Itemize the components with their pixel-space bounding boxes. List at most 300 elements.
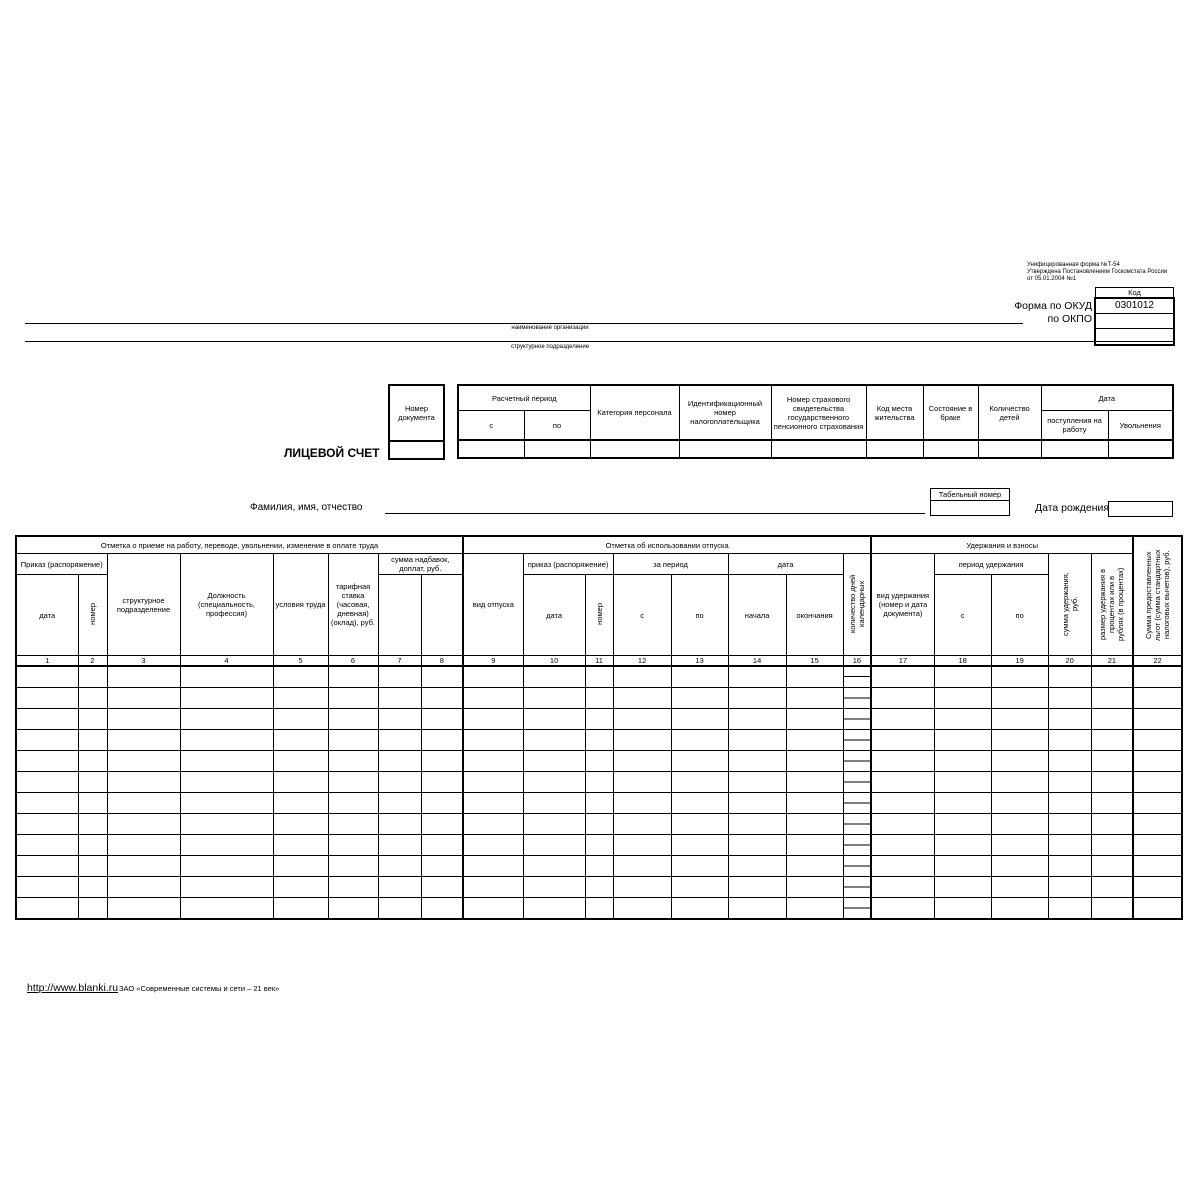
table-cell[interactable] bbox=[378, 688, 421, 709]
table-cell[interactable] bbox=[107, 835, 180, 856]
table-cell[interactable] bbox=[78, 730, 107, 751]
table-cell[interactable] bbox=[934, 772, 991, 793]
table-cell[interactable] bbox=[378, 751, 421, 772]
table-cell[interactable] bbox=[107, 666, 180, 688]
table-cell[interactable] bbox=[78, 688, 107, 709]
table-cell[interactable] bbox=[180, 793, 273, 814]
table-cell[interactable] bbox=[1048, 772, 1091, 793]
table-cell[interactable] bbox=[180, 772, 273, 793]
deduction-sum-header bbox=[1048, 554, 1091, 656]
table-cell[interactable] bbox=[786, 814, 843, 835]
table-cell[interactable] bbox=[180, 751, 273, 772]
table-cell[interactable] bbox=[786, 877, 843, 898]
table-cell[interactable] bbox=[843, 709, 871, 730]
table-cell[interactable] bbox=[786, 856, 843, 877]
table-cell[interactable] bbox=[78, 856, 107, 877]
residence-cell[interactable] bbox=[866, 440, 923, 458]
table-cell[interactable] bbox=[671, 835, 728, 856]
column-number-9: 9 bbox=[463, 656, 523, 667]
table-cell[interactable] bbox=[378, 898, 421, 920]
table-cell[interactable] bbox=[328, 814, 378, 835]
table-cell[interactable] bbox=[934, 856, 991, 877]
table-cell[interactable] bbox=[613, 730, 671, 751]
table-cell[interactable] bbox=[273, 709, 328, 730]
okud-label: Форма по ОКУД bbox=[1014, 300, 1092, 312]
table-cell[interactable] bbox=[463, 709, 523, 730]
table-cell[interactable] bbox=[934, 666, 991, 688]
okpo-value-cell[interactable] bbox=[1096, 314, 1173, 329]
table-cell[interactable] bbox=[463, 666, 523, 688]
table-cell[interactable] bbox=[991, 835, 1048, 856]
table-cell[interactable] bbox=[613, 709, 671, 730]
table-cell[interactable] bbox=[107, 898, 180, 920]
table-cell[interactable] bbox=[585, 772, 613, 793]
table-cell[interactable] bbox=[273, 835, 328, 856]
table-cell[interactable] bbox=[1133, 877, 1182, 898]
table-cell[interactable] bbox=[934, 835, 991, 856]
table-cell[interactable] bbox=[1048, 709, 1091, 730]
table-cell[interactable] bbox=[523, 709, 585, 730]
table-cell[interactable] bbox=[78, 793, 107, 814]
table-cell[interactable] bbox=[613, 688, 671, 709]
table-cell[interactable] bbox=[523, 688, 585, 709]
table-cell[interactable] bbox=[1133, 898, 1182, 920]
table-cell[interactable] bbox=[78, 772, 107, 793]
table-cell[interactable] bbox=[328, 772, 378, 793]
table-cell[interactable] bbox=[273, 666, 328, 688]
table-cell[interactable] bbox=[107, 751, 180, 772]
table-cell[interactable] bbox=[273, 793, 328, 814]
table-cell[interactable] bbox=[421, 835, 463, 856]
table-cell[interactable] bbox=[1133, 856, 1182, 877]
table-cell[interactable] bbox=[523, 751, 585, 772]
table-cell[interactable] bbox=[843, 814, 871, 835]
table-cell[interactable] bbox=[871, 772, 934, 793]
table-row bbox=[16, 835, 1182, 856]
table-cell[interactable] bbox=[16, 877, 78, 898]
table-cell[interactable] bbox=[1133, 688, 1182, 709]
table-cell[interactable] bbox=[421, 877, 463, 898]
table-cell[interactable] bbox=[273, 730, 328, 751]
table-cell[interactable] bbox=[613, 666, 671, 688]
table-cell[interactable] bbox=[273, 688, 328, 709]
table-cell[interactable] bbox=[671, 898, 728, 920]
table-cell[interactable] bbox=[871, 877, 934, 898]
table-cell[interactable] bbox=[1091, 730, 1133, 751]
work-conditions-header: условия труда bbox=[273, 554, 328, 656]
table-cell[interactable] bbox=[421, 856, 463, 877]
table-cell[interactable] bbox=[786, 688, 843, 709]
table-cell[interactable] bbox=[871, 898, 934, 920]
table-cell[interactable] bbox=[934, 877, 991, 898]
hire-date-cell[interactable] bbox=[1041, 440, 1108, 458]
table-cell[interactable] bbox=[871, 730, 934, 751]
table-cell[interactable] bbox=[1133, 772, 1182, 793]
table-cell[interactable] bbox=[463, 856, 523, 877]
table-cell[interactable] bbox=[934, 814, 991, 835]
table-cell[interactable] bbox=[421, 666, 463, 688]
table-cell[interactable] bbox=[585, 751, 613, 772]
table-cell[interactable] bbox=[378, 856, 421, 877]
order-date-header: дата bbox=[16, 575, 78, 656]
table-cell[interactable] bbox=[16, 898, 78, 920]
table-cell[interactable] bbox=[378, 793, 421, 814]
table-cell[interactable] bbox=[1091, 688, 1133, 709]
table-cell[interactable] bbox=[671, 666, 728, 688]
table-cell[interactable] bbox=[1091, 898, 1133, 920]
table-cell[interactable] bbox=[107, 709, 180, 730]
table-cell[interactable] bbox=[180, 835, 273, 856]
table-cell[interactable] bbox=[871, 835, 934, 856]
table-cell[interactable] bbox=[1048, 751, 1091, 772]
table-cell[interactable] bbox=[728, 688, 786, 709]
table-cell[interactable] bbox=[1091, 814, 1133, 835]
table-cell[interactable] bbox=[107, 793, 180, 814]
table-cell[interactable] bbox=[613, 856, 671, 877]
table-cell[interactable] bbox=[991, 688, 1048, 709]
table-cell[interactable] bbox=[585, 666, 613, 688]
table-cell[interactable] bbox=[421, 793, 463, 814]
table-cell[interactable] bbox=[728, 793, 786, 814]
table-cell[interactable] bbox=[78, 709, 107, 730]
table-cell[interactable] bbox=[871, 814, 934, 835]
tax-deduction-header bbox=[1133, 536, 1182, 656]
table-cell[interactable] bbox=[328, 666, 378, 688]
table-cell[interactable] bbox=[16, 772, 78, 793]
table-cell[interactable] bbox=[871, 666, 934, 688]
table-cell[interactable] bbox=[273, 898, 328, 920]
table-cell[interactable] bbox=[273, 772, 328, 793]
table-cell[interactable] bbox=[1091, 856, 1133, 877]
table-cell[interactable] bbox=[273, 877, 328, 898]
table-cell[interactable] bbox=[934, 793, 991, 814]
org-name-line[interactable] bbox=[25, 323, 1023, 324]
table-cell[interactable] bbox=[180, 688, 273, 709]
table-cell[interactable] bbox=[843, 856, 871, 877]
table-cell[interactable] bbox=[1048, 814, 1091, 835]
table-cell[interactable] bbox=[1133, 751, 1182, 772]
table-cell[interactable] bbox=[328, 709, 378, 730]
table-cell[interactable] bbox=[463, 730, 523, 751]
table-cell[interactable] bbox=[671, 709, 728, 730]
table-cell[interactable] bbox=[613, 751, 671, 772]
table-cell[interactable] bbox=[786, 793, 843, 814]
table-cell[interactable] bbox=[1091, 709, 1133, 730]
table-cell[interactable] bbox=[728, 898, 786, 920]
table-cell[interactable] bbox=[728, 856, 786, 877]
table-cell[interactable] bbox=[180, 814, 273, 835]
table-cell[interactable] bbox=[523, 793, 585, 814]
table-cell[interactable] bbox=[1048, 898, 1091, 920]
table-cell[interactable] bbox=[16, 751, 78, 772]
table-cell[interactable] bbox=[328, 835, 378, 856]
table-cell[interactable] bbox=[107, 877, 180, 898]
table-cell[interactable] bbox=[728, 814, 786, 835]
table-cell[interactable] bbox=[328, 898, 378, 920]
table-cell[interactable] bbox=[1091, 793, 1133, 814]
table-cell[interactable] bbox=[107, 772, 180, 793]
table-cell[interactable] bbox=[421, 772, 463, 793]
table-cell[interactable] bbox=[421, 709, 463, 730]
table-cell[interactable] bbox=[871, 709, 934, 730]
table-cell[interactable] bbox=[463, 688, 523, 709]
table-cell[interactable] bbox=[843, 877, 871, 898]
table-cell[interactable] bbox=[585, 877, 613, 898]
table-cell[interactable] bbox=[1048, 856, 1091, 877]
table-cell[interactable] bbox=[421, 898, 463, 920]
deduction-sum-label: сумма удержания, руб. bbox=[1060, 571, 1079, 636]
table-cell[interactable] bbox=[843, 751, 871, 772]
table-cell[interactable] bbox=[78, 835, 107, 856]
table-cell[interactable] bbox=[585, 688, 613, 709]
table-cell[interactable] bbox=[671, 856, 728, 877]
table-cell[interactable] bbox=[78, 898, 107, 920]
table-cell[interactable] bbox=[843, 730, 871, 751]
table-cell[interactable] bbox=[16, 730, 78, 751]
table-cell[interactable] bbox=[728, 730, 786, 751]
table-cell[interactable] bbox=[671, 772, 728, 793]
dismissal-date-cell[interactable] bbox=[1108, 440, 1173, 458]
period-to-cell[interactable] bbox=[524, 440, 590, 458]
table-cell[interactable] bbox=[523, 730, 585, 751]
period-from-cell[interactable] bbox=[458, 440, 524, 458]
table-cell[interactable] bbox=[16, 814, 78, 835]
table-cell[interactable] bbox=[1091, 666, 1133, 688]
table-cell[interactable] bbox=[991, 751, 1048, 772]
table-cell[interactable] bbox=[1091, 877, 1133, 898]
dept-line[interactable] bbox=[25, 341, 1173, 342]
column-number-11: 11 bbox=[585, 656, 613, 667]
doc-number-cell[interactable] bbox=[389, 441, 444, 459]
table-cell[interactable] bbox=[78, 751, 107, 772]
inn-header: Идентификационный номер налогоплательщика bbox=[679, 385, 771, 440]
insurance-cell[interactable] bbox=[771, 440, 866, 458]
table-cell[interactable] bbox=[934, 751, 991, 772]
table-cell[interactable] bbox=[180, 730, 273, 751]
table-row bbox=[16, 898, 1182, 920]
table-cell[interactable] bbox=[728, 835, 786, 856]
table-cell[interactable] bbox=[378, 666, 421, 688]
table-cell[interactable] bbox=[463, 898, 523, 920]
table-cell[interactable] bbox=[728, 666, 786, 688]
table-cell[interactable] bbox=[180, 898, 273, 920]
marital-cell[interactable] bbox=[923, 440, 978, 458]
table-cell[interactable] bbox=[463, 814, 523, 835]
table-cell[interactable] bbox=[786, 772, 843, 793]
table-cell[interactable] bbox=[273, 814, 328, 835]
table-cell[interactable] bbox=[871, 688, 934, 709]
table-cell[interactable] bbox=[273, 856, 328, 877]
table-cell[interactable] bbox=[16, 856, 78, 877]
table-cell[interactable] bbox=[273, 751, 328, 772]
table-cell[interactable] bbox=[523, 856, 585, 877]
table-cell[interactable] bbox=[1048, 877, 1091, 898]
table-cell[interactable] bbox=[585, 835, 613, 856]
table-cell[interactable] bbox=[523, 814, 585, 835]
table-cell[interactable] bbox=[463, 793, 523, 814]
table-cell[interactable] bbox=[728, 709, 786, 730]
table-cell[interactable] bbox=[16, 793, 78, 814]
table-cell[interactable] bbox=[786, 709, 843, 730]
table-cell[interactable] bbox=[463, 877, 523, 898]
table-cell[interactable] bbox=[1133, 835, 1182, 856]
table-cell[interactable] bbox=[523, 877, 585, 898]
table-cell[interactable] bbox=[1133, 793, 1182, 814]
table-cell[interactable] bbox=[463, 772, 523, 793]
table-cell[interactable] bbox=[991, 730, 1048, 751]
period-from-header: с bbox=[458, 411, 524, 441]
table-cell[interactable] bbox=[585, 856, 613, 877]
table-cell[interactable] bbox=[1048, 730, 1091, 751]
table-cell[interactable] bbox=[463, 751, 523, 772]
fio-line[interactable] bbox=[385, 513, 925, 514]
table-cell[interactable] bbox=[671, 793, 728, 814]
table-cell[interactable] bbox=[991, 877, 1048, 898]
table-cell[interactable] bbox=[328, 856, 378, 877]
table-cell[interactable] bbox=[328, 877, 378, 898]
table-cell[interactable] bbox=[991, 898, 1048, 920]
table-cell[interactable] bbox=[180, 856, 273, 877]
table-cell[interactable] bbox=[991, 856, 1048, 877]
table-cell[interactable] bbox=[871, 793, 934, 814]
table-cell[interactable] bbox=[613, 772, 671, 793]
table-cell[interactable] bbox=[728, 751, 786, 772]
table-cell[interactable] bbox=[613, 793, 671, 814]
table-cell[interactable] bbox=[378, 835, 421, 856]
inn-cell[interactable] bbox=[679, 440, 771, 458]
category-cell[interactable] bbox=[590, 440, 679, 458]
table-cell[interactable] bbox=[786, 898, 843, 920]
table-cell[interactable] bbox=[585, 793, 613, 814]
table-cell[interactable] bbox=[671, 730, 728, 751]
birth-date-cell[interactable] bbox=[1108, 501, 1173, 517]
table-cell[interactable] bbox=[991, 793, 1048, 814]
table-cell[interactable] bbox=[1048, 688, 1091, 709]
table-cell[interactable] bbox=[871, 856, 934, 877]
table-cell[interactable] bbox=[180, 877, 273, 898]
table-cell[interactable] bbox=[843, 898, 871, 920]
table-cell[interactable] bbox=[871, 751, 934, 772]
children-cell[interactable] bbox=[978, 440, 1041, 458]
table-cell[interactable] bbox=[843, 835, 871, 856]
table-cell[interactable] bbox=[786, 835, 843, 856]
table-cell[interactable] bbox=[378, 730, 421, 751]
table-cell[interactable] bbox=[463, 835, 523, 856]
table-cell[interactable] bbox=[328, 793, 378, 814]
table-cell[interactable] bbox=[934, 898, 991, 920]
approval-block bbox=[1027, 262, 1177, 283]
table-cell[interactable] bbox=[671, 814, 728, 835]
table-cell[interactable] bbox=[378, 772, 421, 793]
table-cell[interactable] bbox=[991, 709, 1048, 730]
table-cell[interactable] bbox=[180, 666, 273, 688]
table-cell[interactable] bbox=[16, 688, 78, 709]
table-cell[interactable] bbox=[328, 730, 378, 751]
table-cell[interactable] bbox=[16, 666, 78, 688]
table-cell[interactable] bbox=[78, 877, 107, 898]
group-leave-header: Отметка об использовании отпуска bbox=[463, 536, 871, 554]
tab-number-cell[interactable] bbox=[931, 501, 1009, 514]
table-cell[interactable] bbox=[16, 835, 78, 856]
table-cell[interactable] bbox=[78, 814, 107, 835]
table-cell[interactable] bbox=[523, 772, 585, 793]
table-cell[interactable] bbox=[180, 709, 273, 730]
table-cell[interactable] bbox=[1133, 814, 1182, 835]
approval-line-3: от 05.01.2004 №1 bbox=[1027, 276, 1077, 282]
table-cell[interactable] bbox=[378, 877, 421, 898]
column-number-16: 16 bbox=[843, 656, 871, 667]
table-cell[interactable] bbox=[1133, 709, 1182, 730]
table-cell[interactable] bbox=[523, 898, 585, 920]
table-cell[interactable] bbox=[613, 877, 671, 898]
table-cell[interactable] bbox=[671, 877, 728, 898]
table-cell[interactable] bbox=[934, 730, 991, 751]
table-cell[interactable] bbox=[613, 898, 671, 920]
table-cell[interactable] bbox=[328, 688, 378, 709]
table-cell[interactable] bbox=[1091, 772, 1133, 793]
table-cell[interactable] bbox=[934, 688, 991, 709]
table-cell[interactable] bbox=[843, 793, 871, 814]
table-cell[interactable] bbox=[843, 666, 871, 688]
table-cell[interactable] bbox=[378, 709, 421, 730]
table-cell[interactable] bbox=[934, 709, 991, 730]
table-cell[interactable] bbox=[523, 835, 585, 856]
table-cell[interactable] bbox=[585, 814, 613, 835]
tab-number-box bbox=[930, 488, 1010, 516]
table-cell[interactable] bbox=[786, 730, 843, 751]
table-cell[interactable] bbox=[421, 814, 463, 835]
table-cell[interactable] bbox=[613, 814, 671, 835]
table-cell[interactable] bbox=[328, 751, 378, 772]
table-cell[interactable] bbox=[107, 856, 180, 877]
table-cell[interactable] bbox=[1091, 835, 1133, 856]
table-cell[interactable] bbox=[78, 666, 107, 688]
table-cell[interactable] bbox=[728, 772, 786, 793]
table-cell[interactable] bbox=[671, 688, 728, 709]
table-cell[interactable] bbox=[1048, 666, 1091, 688]
table-cell[interactable] bbox=[991, 666, 1048, 688]
table-cell[interactable] bbox=[786, 751, 843, 772]
table-cell[interactable] bbox=[585, 709, 613, 730]
table-cell[interactable] bbox=[16, 709, 78, 730]
table-cell[interactable] bbox=[1133, 730, 1182, 751]
footer-url-link[interactable]: http://www.blanki.ru bbox=[27, 982, 119, 994]
table-cell[interactable] bbox=[843, 688, 871, 709]
table-cell[interactable] bbox=[1091, 751, 1133, 772]
table-cell[interactable] bbox=[585, 898, 613, 920]
table-cell[interactable] bbox=[585, 730, 613, 751]
table-cell[interactable] bbox=[107, 730, 180, 751]
table-cell[interactable] bbox=[991, 772, 1048, 793]
table-cell[interactable] bbox=[843, 772, 871, 793]
table-cell[interactable] bbox=[991, 814, 1048, 835]
table-cell[interactable] bbox=[613, 835, 671, 856]
table-cell[interactable] bbox=[1048, 793, 1091, 814]
table-cell[interactable] bbox=[107, 688, 180, 709]
table-cell[interactable] bbox=[523, 666, 585, 688]
table-cell[interactable] bbox=[728, 877, 786, 898]
column-number-15: 15 bbox=[786, 656, 843, 667]
table-cell[interactable] bbox=[107, 814, 180, 835]
table-cell[interactable] bbox=[1048, 835, 1091, 856]
table-cell[interactable] bbox=[671, 751, 728, 772]
table-cell[interactable] bbox=[421, 751, 463, 772]
table-cell[interactable] bbox=[1133, 666, 1182, 688]
table-cell[interactable] bbox=[786, 666, 843, 688]
table-cell[interactable] bbox=[421, 688, 463, 709]
table-cell[interactable] bbox=[421, 730, 463, 751]
table-cell[interactable] bbox=[378, 814, 421, 835]
